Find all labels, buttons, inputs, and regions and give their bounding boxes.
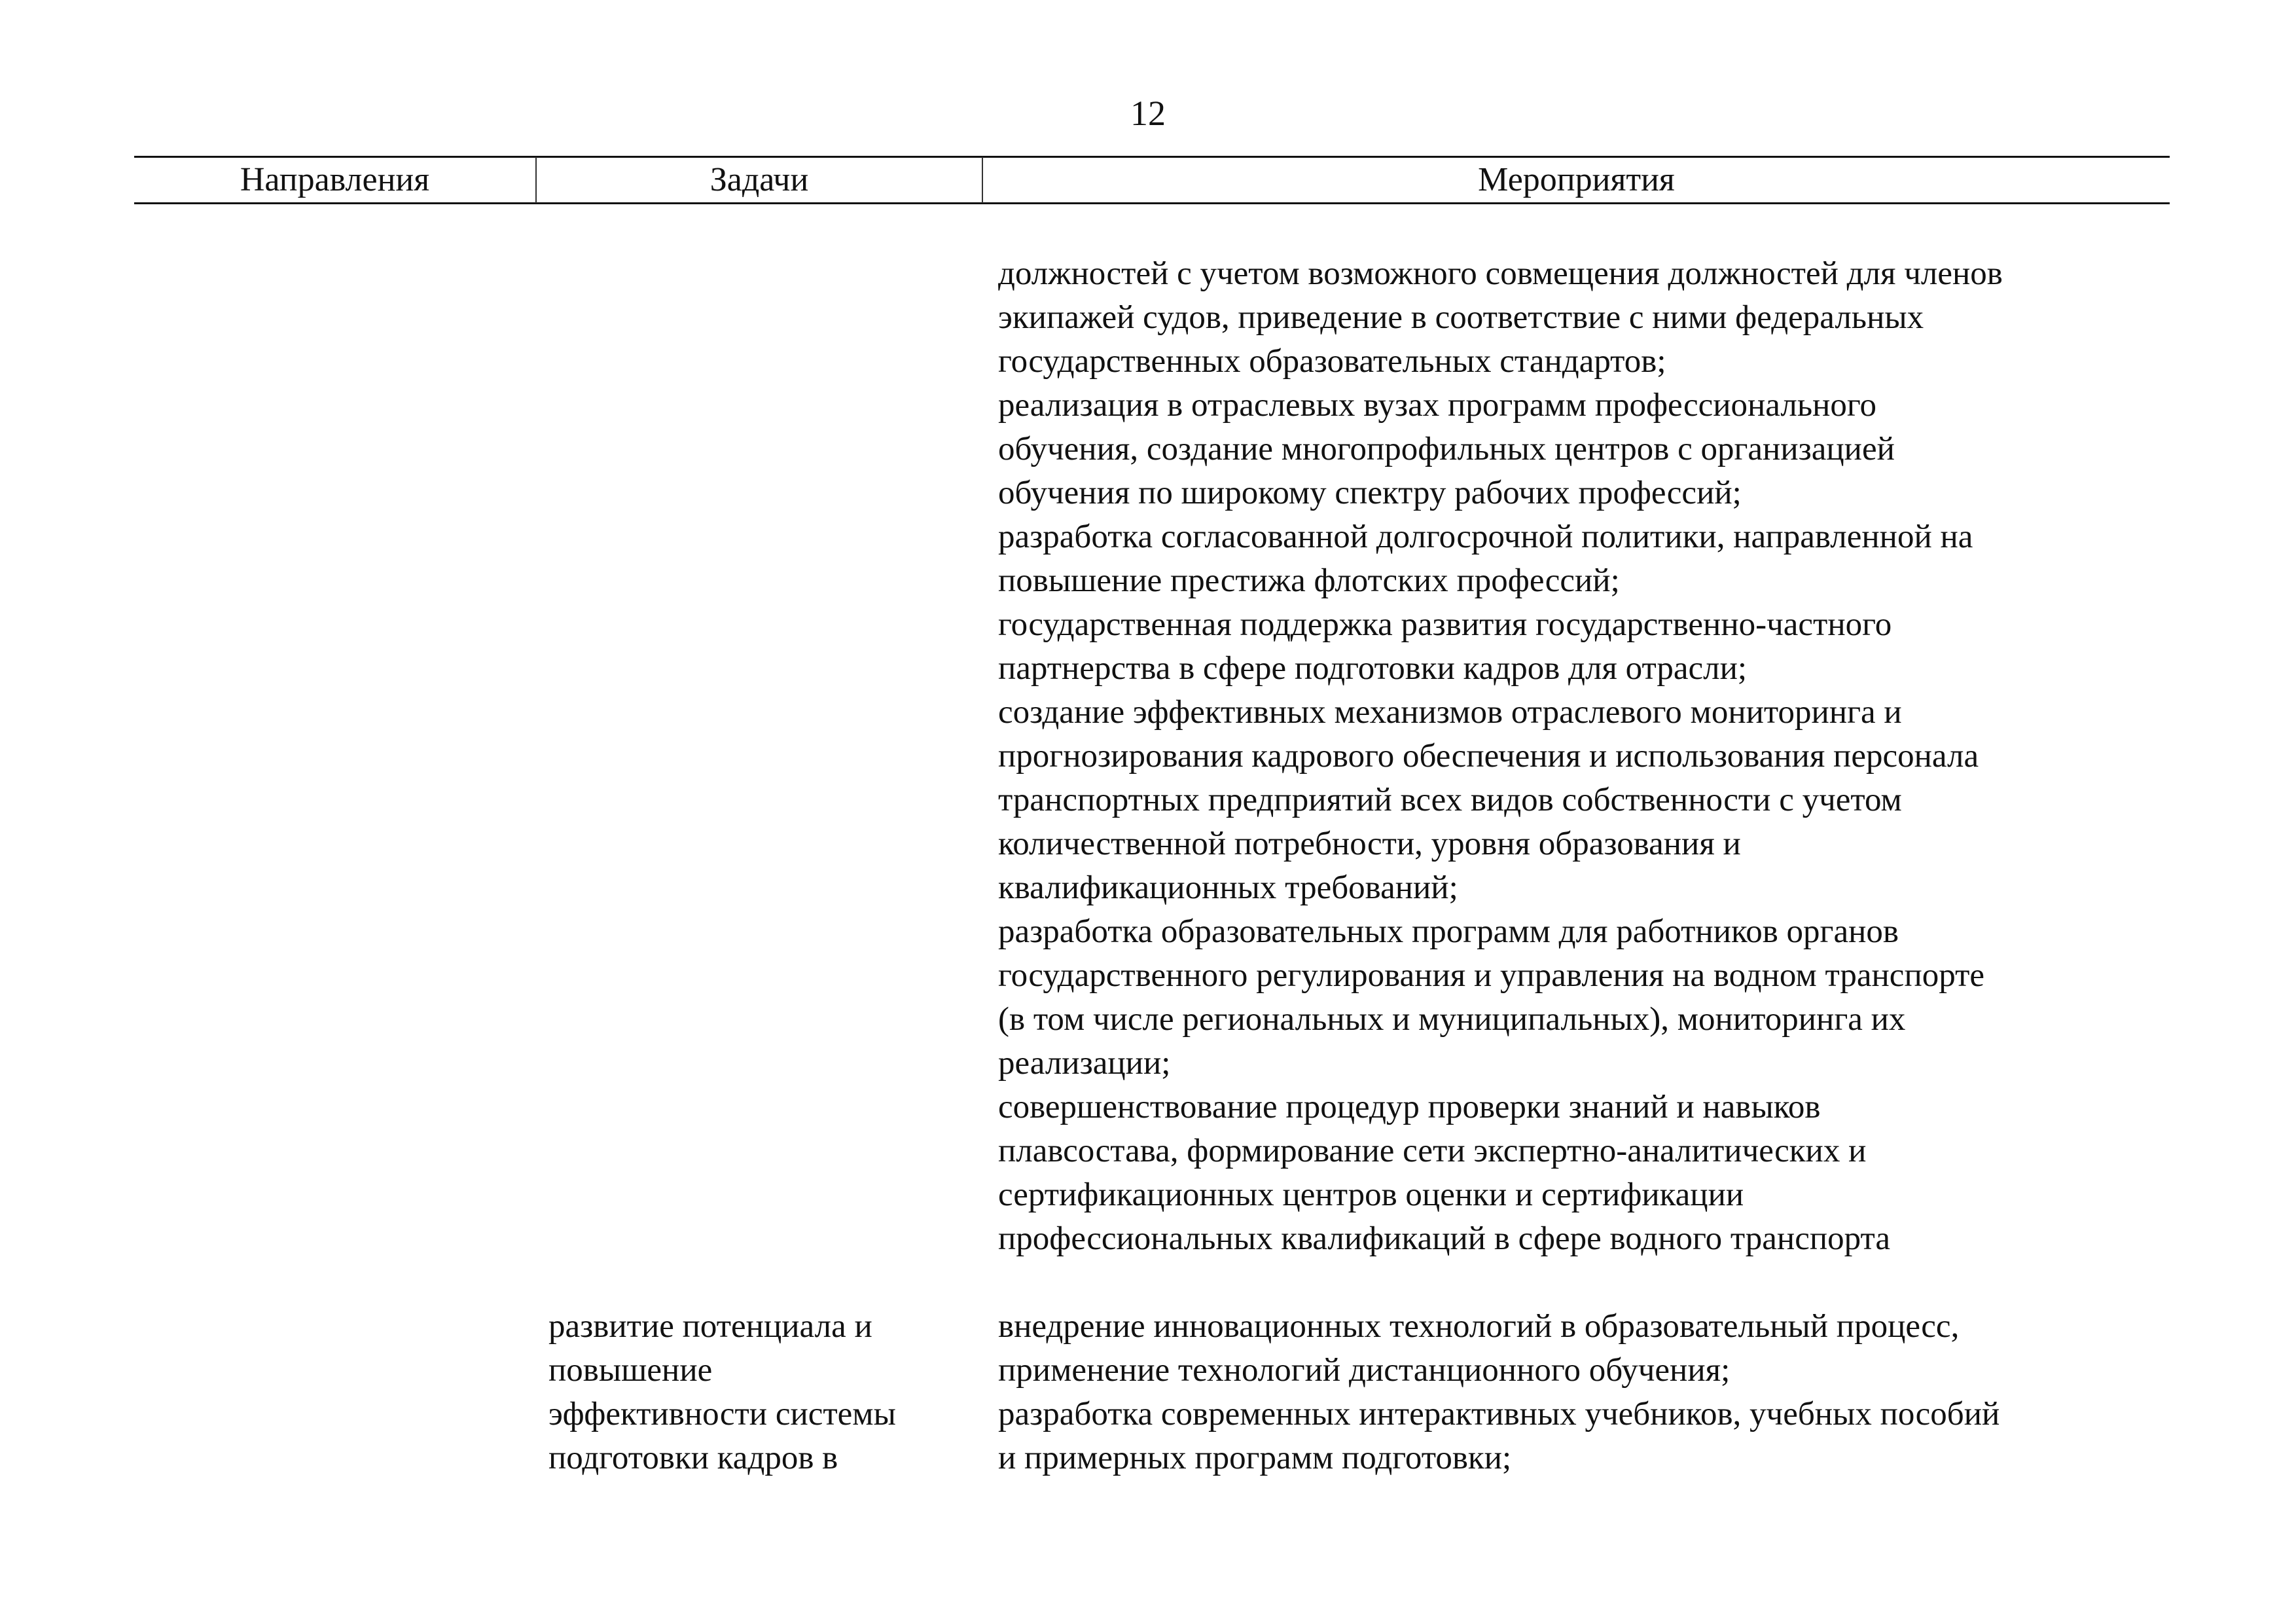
text-line: разработка современных интерактивных учебников, учебных пособий [998,1396,2000,1432]
text-line: подготовки кадров в [548,1440,838,1476]
measures-block-2 [998,1305,2000,1480]
text-line: партнерства в сфере подготовки кадров для отрасли; [998,650,1748,687]
text-line: и примерных программ подготовки; [998,1440,1512,1476]
header-tasks: Задачи [709,161,809,198]
text-line: внедрение инновационных технологий в образовательный процесс, [998,1308,1960,1345]
text-line: государственных образовательных стандартов; [998,343,1666,380]
text-line: реализации; [998,1045,1171,1082]
task-2 [548,1305,896,1480]
measures-block-1 [998,252,2003,1261]
text-line: разработка согласованной долгосрочной политики, направленной на [998,519,1973,555]
table-header-bottom-rule [134,202,2170,204]
text-line: развитие потенциала и [548,1308,872,1345]
text-line: обучения, создание многопрофильных центров с организацией [998,431,1895,467]
text-line: эффективности системы [548,1396,896,1432]
text-line: количественной потребности, уровня образования и [998,826,1741,862]
text-line: реализация в отраслевых вузах программ профессионального [998,387,1877,424]
text-line: государственного регулирования и управления на водном транспорте [998,957,1984,994]
header-measures: Мероприятия [1478,161,1675,198]
text-line: разработка образовательных программ для работников органов [998,913,1899,950]
text-line: профессиональных квалификаций в сфере водного транспорта [998,1220,1891,1257]
text-line: прогнозирования кадрового обеспечения и использования персонала [998,738,1979,775]
text-line: квалификационных требований; [998,869,1458,906]
table-header-top-rule [134,156,2170,158]
text-line: совершенствование процедур проверки знаний и навыков [998,1089,1821,1125]
text-line: экипажей судов, приведение в соответствие с ними федеральных [998,299,1924,336]
text-line: плавсостава, формирование сети экспертно-аналитических и [998,1133,1867,1169]
text-line: повышение [548,1352,713,1389]
text-line: транспортных предприятий всех видов собственности с учетом [998,782,1902,818]
text-line: обучения по широкому спектру рабочих профессий; [998,475,1742,511]
text-line: применение технологий дистанционного обучения; [998,1352,1731,1389]
text-line: повышение престижа флотских профессий; [998,562,1620,599]
text-line: должностей с учетом возможного совмещения должностей для членов [998,255,2003,292]
header-directions: Направления [240,161,430,198]
text-line: государственная поддержка развития государственно-частного [998,606,1892,643]
page-number: 12 [1130,94,1166,133]
text-line: сертификационных центров оценки и сертификации [998,1176,1744,1213]
text-line: (в том числе региональных и муниципальных), мониторинга их [998,1001,1906,1038]
text-line: создание эффективных механизмов отраслевого мониторинга и [998,694,1902,731]
